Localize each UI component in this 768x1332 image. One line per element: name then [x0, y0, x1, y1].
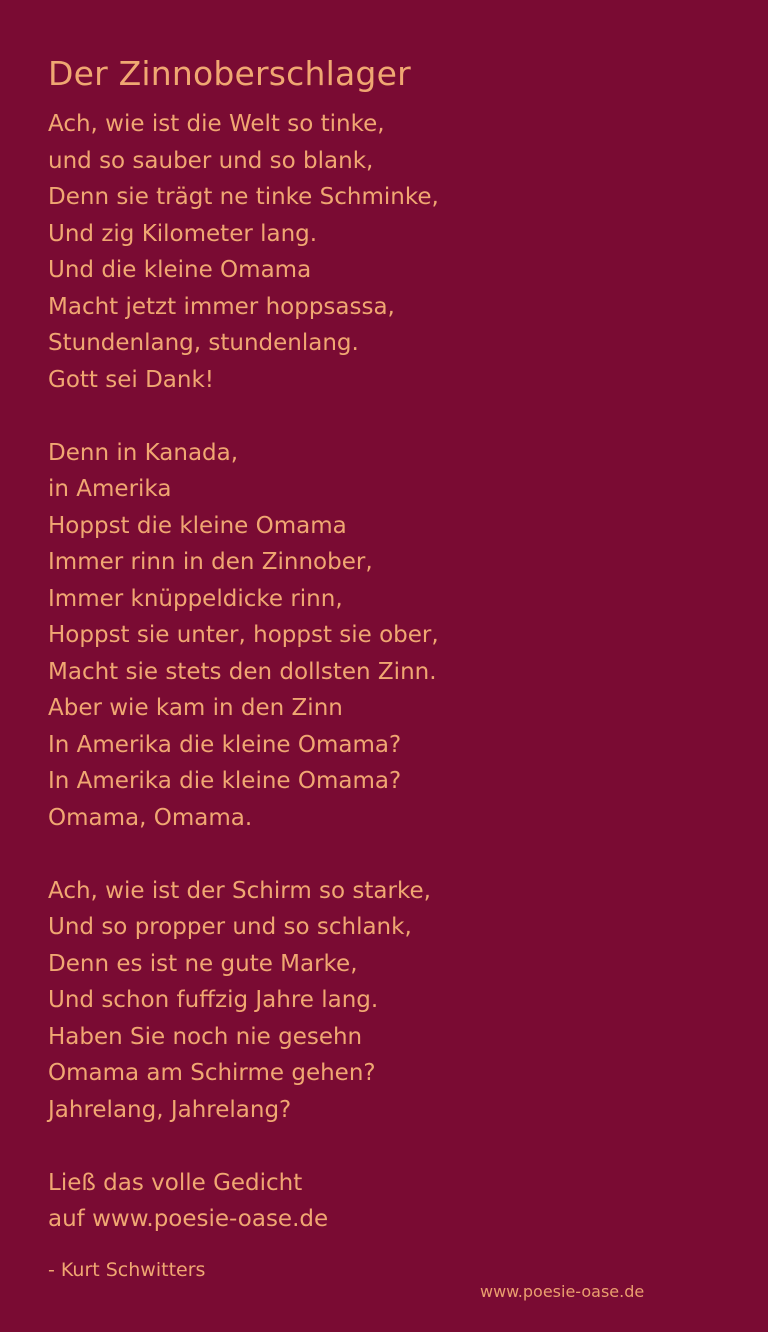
poem-line: Denn sie trägt ne tinke Schminke, [48, 184, 439, 210]
poem-line: Und so propper und so schlank, [48, 914, 412, 940]
poem-line: Hoppst die kleine Omama [48, 512, 347, 539]
poem-line: In Amerika die kleine Omama? [48, 768, 402, 794]
stanza [48, 106, 738, 398]
poem-line: Hoppst sie unter, hoppst sie ober, [48, 622, 439, 648]
poem-line: Haben Sie noch nie gesehn [48, 1023, 363, 1050]
poem-line: In Amerika die kleine Omama? [48, 731, 402, 758]
stanza [48, 435, 738, 837]
poem-body [48, 106, 738, 1274]
author-attribution: - Kurt Schwitters [48, 1259, 206, 1281]
poem-line: Ach, wie ist die Welt so tinke, [48, 111, 385, 137]
poem-line: Denn in Kanada, [48, 439, 239, 466]
poem-line: Und die kleine Omama [48, 257, 312, 283]
poem-line: Omama am Schirme gehen? [48, 1060, 376, 1086]
poem-line: Immer rinn in den Zinnober, [48, 549, 373, 575]
poem-line: Und schon fuffzig Jahre lang. [48, 987, 379, 1013]
poem-line: Macht sie stets den dollsten Zinn. [48, 658, 437, 685]
poem-line: Ach, wie ist der Schirm so starke, [48, 877, 431, 904]
poem-line: Und zig Kilometer lang. [48, 220, 318, 247]
poem-line: Macht jetzt immer hoppsassa, [48, 293, 395, 320]
poem-line: Immer knüppeldicke rinn, [48, 585, 343, 612]
poem-line: Gott sei Dank! [48, 366, 214, 393]
poem-line: Omama, Omama. [48, 804, 253, 831]
poem-line: auf www.poesie-oase.de [48, 1206, 329, 1232]
poem-line: Aber wie kam in den Zinn [48, 695, 343, 721]
poem-line: Denn es ist ne gute Marke, [48, 950, 358, 977]
poem-title: Der Zinnoberschlager [48, 54, 411, 93]
stanza [48, 873, 738, 1129]
poem-line: Jahrelang, Jahrelang? [48, 1096, 292, 1123]
site-watermark: www.poesie-oase.de [480, 1282, 645, 1301]
poem-line: in Amerika [48, 476, 172, 502]
poem-line: und so sauber und so blank, [48, 147, 374, 174]
poem-line: Ließ das volle Gedicht [48, 1169, 303, 1196]
read-more-note [48, 1165, 738, 1238]
poem-line: Stundenlang, stundenlang. [48, 330, 359, 356]
